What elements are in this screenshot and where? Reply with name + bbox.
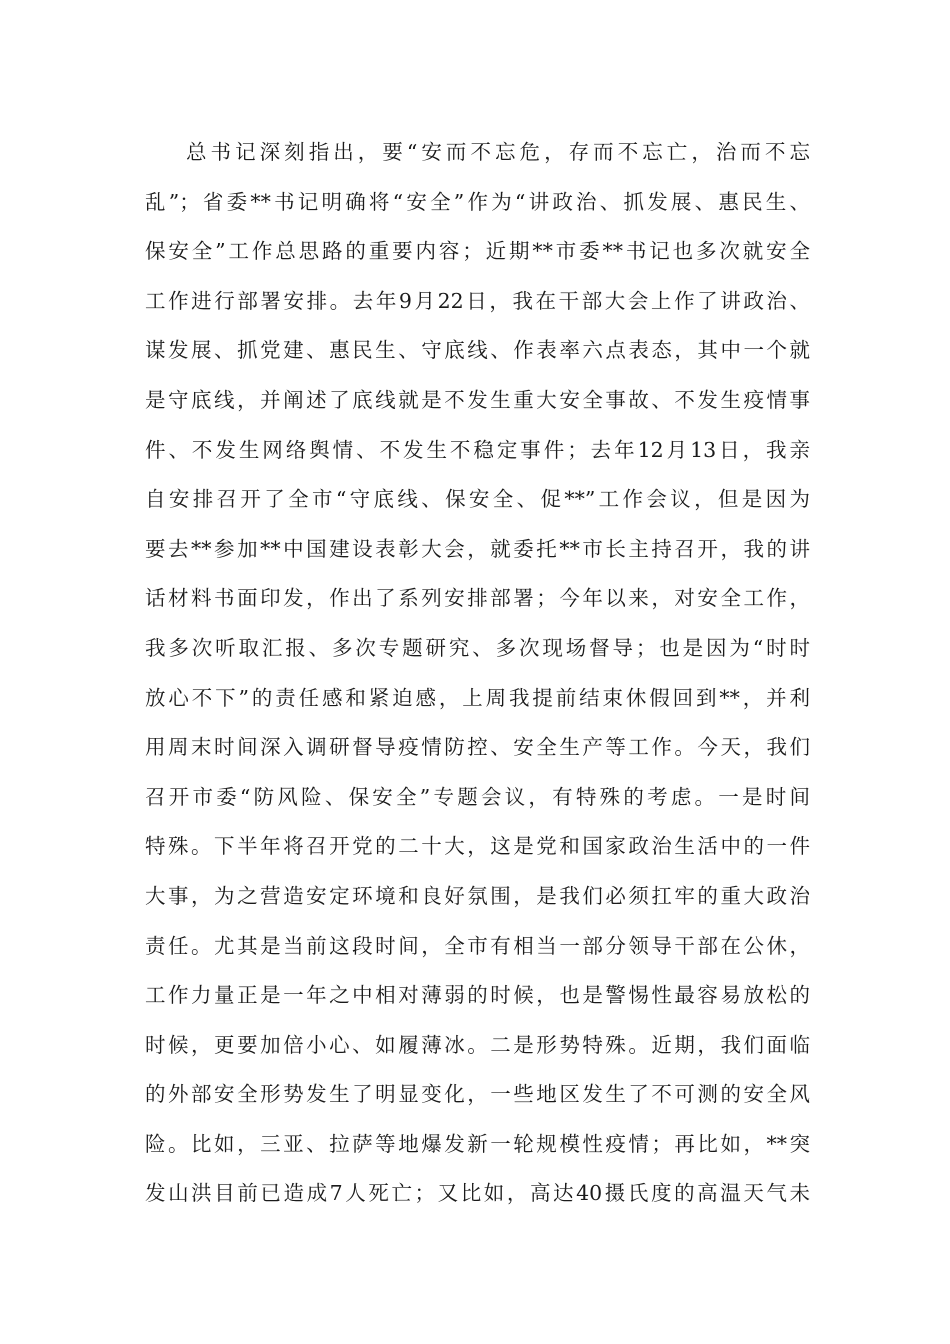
text-line-22: 发山洪目前已造成7人死亡；又比如，高达40摄氏度的高温天气未 xyxy=(145,1181,810,1206)
text-line-1: 总书记深刻指出，要“安而不忘危，存而不忘亡，治而不忘 xyxy=(186,140,810,164)
text-line-19: 时候，更要加倍小心、如履薄冰。二是形势特殊。近期，我们面临 xyxy=(145,1032,810,1057)
text-line-16: 大事，为之营造安定环境和良好氛围，是我们必须扛牢的重大政治 xyxy=(145,883,810,908)
text-line-6: 是守底线，并阐述了底线就是不发生重大安全事故、不发生疫情事 xyxy=(145,387,810,412)
text-line-11: 我多次听取汇报、多次专题研究、多次现场督导；也是因为“时时 xyxy=(145,635,810,660)
text-line-2: 乱”；省委**书记明确将“安全”作为“讲政治、抓发展、惠民生、 xyxy=(145,189,810,214)
text-line-3: 保安全”工作总思路的重要内容；近期**市委**书记也多次就安全 xyxy=(145,239,810,264)
text-line-17: 责任。尤其是当前这段时间，全市有相当一部分领导干部在公休， xyxy=(145,933,810,958)
text-line-7: 件、不发生网络舆情、不发生不稳定事件；去年12月13日，我亲 xyxy=(145,437,810,462)
text-line-13: 用周末时间深入调研督导疫情防控、安全生产等工作。今天，我们 xyxy=(145,735,810,760)
text-line-9: 要去**参加**中国建设表彰大会，就委托**市长主持召开，我的讲 xyxy=(145,536,810,561)
text-line-14: 召开市委“防风险、保安全”专题会议，有特殊的考虑。一是时间 xyxy=(145,784,810,809)
text-line-20: 的外部安全形势发生了明显变化，一些地区发生了不可测的安全风 xyxy=(145,1082,810,1107)
text-line-4: 工作进行部署安排。去年9月22日，我在干部大会上作了讲政治、 xyxy=(145,288,810,313)
body-paragraph xyxy=(145,128,810,1219)
text-line-21: 险。比如，三亚、拉萨等地爆发新一轮规模性疫情；再比如，**突 xyxy=(145,1131,810,1156)
text-line-15: 特殊。下半年将召开党的二十大，这是党和国家政治生活中的一件 xyxy=(145,834,810,859)
text-line-18: 工作力量正是一年之中相对薄弱的时候，也是警惕性最容易放松的 xyxy=(145,983,810,1008)
text-line-12: 放心不下”的责任感和紧迫感，上周我提前结束休假回到**，并利 xyxy=(145,685,810,710)
text-line-10: 话材料书面印发，作出了系列安排部署；今年以来，对安全工作， xyxy=(145,586,810,611)
text-line-5: 谋发展、抓党建、惠民生、守底线、作表率六点表态，其中一个就 xyxy=(145,338,810,363)
text-line-8: 自安排召开了全市“守底线、保安全、促**”工作会议，但是因为 xyxy=(145,487,810,512)
